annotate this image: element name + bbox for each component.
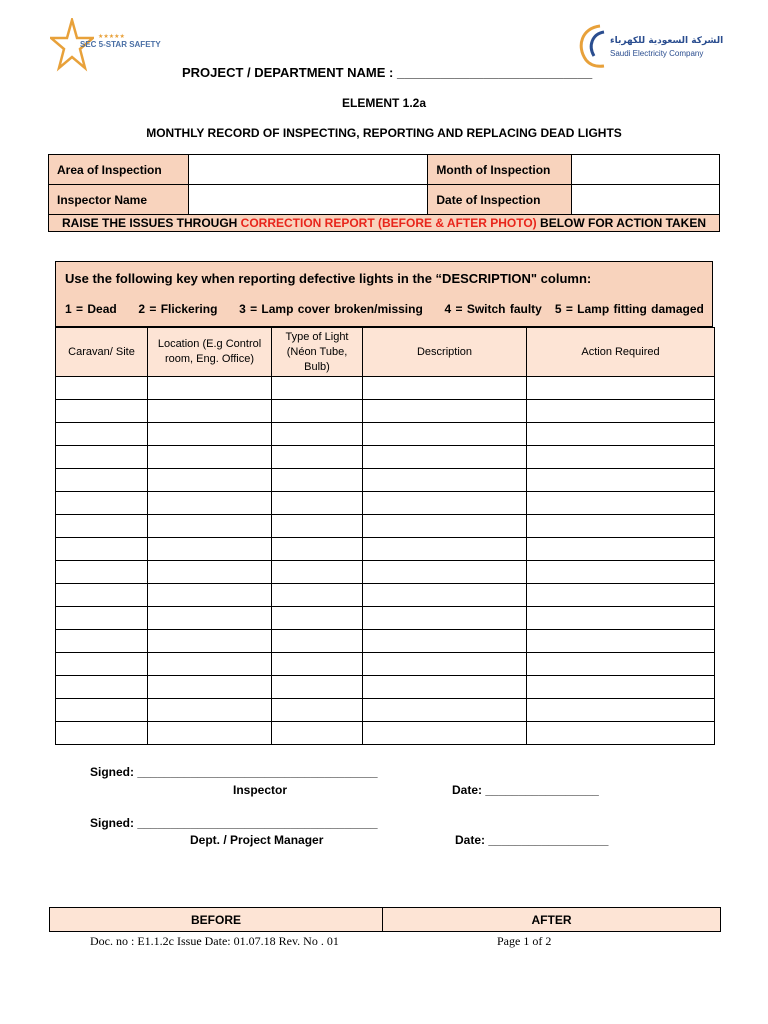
table-cell[interactable] bbox=[148, 492, 272, 515]
table-row bbox=[56, 630, 715, 653]
element-number: ELEMENT 1.2a bbox=[341, 96, 427, 110]
date-of-inspection-label: Date of Inspection bbox=[428, 185, 572, 215]
table-cell[interactable] bbox=[527, 400, 715, 423]
table-cell[interactable] bbox=[363, 400, 527, 423]
table-cell[interactable] bbox=[56, 515, 148, 538]
sec-emblem-icon bbox=[574, 22, 610, 68]
table-cell[interactable] bbox=[527, 630, 715, 653]
table-row bbox=[56, 377, 715, 400]
inspection-info-table bbox=[48, 154, 720, 232]
table-cell[interactable] bbox=[148, 653, 272, 676]
table-cell[interactable] bbox=[527, 699, 715, 722]
table-row bbox=[56, 653, 715, 676]
table-cell[interactable] bbox=[527, 676, 715, 699]
table-cell[interactable] bbox=[363, 538, 527, 561]
inspector-name-label: Inspector Name bbox=[49, 185, 189, 215]
table-cell[interactable] bbox=[527, 722, 715, 745]
table-cell[interactable] bbox=[272, 377, 363, 400]
table-cell[interactable] bbox=[148, 469, 272, 492]
table-cell[interactable] bbox=[148, 515, 272, 538]
table-cell[interactable] bbox=[272, 561, 363, 584]
inspector-date-line[interactable]: Date: _________________ bbox=[452, 783, 599, 797]
table-cell[interactable] bbox=[148, 607, 272, 630]
table-cell[interactable] bbox=[363, 423, 527, 446]
after-header: AFTER bbox=[383, 908, 721, 932]
table-cell[interactable] bbox=[148, 377, 272, 400]
table-cell[interactable] bbox=[272, 515, 363, 538]
defect-record-table bbox=[55, 327, 715, 745]
table-cell[interactable] bbox=[272, 446, 363, 469]
table-row bbox=[56, 676, 715, 699]
table-cell[interactable] bbox=[527, 469, 715, 492]
table-row bbox=[56, 561, 715, 584]
key-instructions: Use the following key when reporting defective lights in the “DESCRIPTION" column: bbox=[65, 271, 592, 286]
correction-report-text: CORRECTION REPORT (BEFORE & AFTER PHOTO) bbox=[240, 216, 537, 230]
area-of-inspection-field[interactable] bbox=[188, 155, 428, 185]
table-cell[interactable] bbox=[148, 630, 272, 653]
table-cell[interactable] bbox=[363, 515, 527, 538]
table-cell[interactable] bbox=[56, 630, 148, 653]
table-row bbox=[56, 423, 715, 446]
table-cell[interactable] bbox=[527, 515, 715, 538]
area-of-inspection-label: Area of Inspection bbox=[49, 155, 189, 185]
inspector-caption: Inspector bbox=[233, 783, 288, 797]
column-header-description: Description bbox=[363, 328, 527, 377]
table-cell[interactable] bbox=[272, 699, 363, 722]
table-cell[interactable] bbox=[148, 446, 272, 469]
table-row bbox=[56, 469, 715, 492]
table-cell[interactable] bbox=[56, 584, 148, 607]
saudi-electricity-logo bbox=[574, 22, 724, 68]
raise-text-post: BELOW FOR ACTION TAKEN bbox=[536, 216, 707, 230]
table-row bbox=[56, 607, 715, 630]
table-cell[interactable] bbox=[527, 561, 715, 584]
before-header: BEFORE bbox=[50, 908, 383, 932]
table-row bbox=[56, 722, 715, 745]
table-cell[interactable] bbox=[363, 676, 527, 699]
table-cell[interactable] bbox=[148, 722, 272, 745]
table-cell[interactable] bbox=[56, 699, 148, 722]
table-cell[interactable] bbox=[363, 377, 527, 400]
table-cell[interactable] bbox=[272, 584, 363, 607]
table-cell[interactable] bbox=[56, 722, 148, 745]
table-cell[interactable] bbox=[56, 469, 148, 492]
table-cell[interactable] bbox=[56, 561, 148, 584]
table-cell[interactable] bbox=[56, 423, 148, 446]
manager-date-line[interactable]: Date: __________________ bbox=[455, 833, 609, 847]
key-codes: 1 = Dead 2 = Flickering 3 = Lamp cover broken/missing 4 = Switch faulty 5 = Lamp fitting damaged bbox=[65, 302, 704, 316]
defect-key-box bbox=[55, 261, 713, 327]
manager-signature-line[interactable]: Signed: ____________________________________ bbox=[90, 816, 378, 830]
table-row bbox=[56, 584, 715, 607]
table-cell[interactable] bbox=[148, 561, 272, 584]
table-cell[interactable] bbox=[56, 377, 148, 400]
table-cell[interactable] bbox=[363, 561, 527, 584]
sec-5-star-safety-logo bbox=[50, 18, 161, 74]
table-cell[interactable] bbox=[363, 492, 527, 515]
table-cell[interactable] bbox=[148, 584, 272, 607]
table-cell[interactable] bbox=[56, 607, 148, 630]
table-row bbox=[56, 492, 715, 515]
table-cell[interactable] bbox=[363, 607, 527, 630]
raise-issues-banner bbox=[49, 215, 720, 232]
table-cell[interactable] bbox=[148, 676, 272, 699]
table-cell[interactable] bbox=[363, 722, 527, 745]
page-number: Page 1 of 2 bbox=[497, 934, 552, 948]
inspector-name-field[interactable] bbox=[188, 185, 428, 215]
table-cell[interactable] bbox=[527, 584, 715, 607]
table-cell[interactable] bbox=[272, 469, 363, 492]
table-cell[interactable] bbox=[56, 653, 148, 676]
inspector-signature-line[interactable]: Signed: ____________________________________ bbox=[90, 765, 378, 779]
form-title: MONTHLY RECORD OF INSPECTING, REPORTING AND REPLACING DEAD LIGHTS bbox=[146, 126, 622, 140]
column-header-location: Location (E.g Control room, Eng. Office) bbox=[148, 328, 272, 377]
table-cell[interactable] bbox=[148, 699, 272, 722]
table-cell[interactable] bbox=[272, 492, 363, 515]
table-cell[interactable] bbox=[527, 538, 715, 561]
document-number: Doc. no : E1.1.2c Issue Date: 01.07.18 Rev. No . 01 bbox=[90, 934, 339, 948]
table-cell[interactable] bbox=[56, 400, 148, 423]
table-cell[interactable] bbox=[148, 538, 272, 561]
table-cell[interactable] bbox=[148, 400, 272, 423]
table-cell[interactable] bbox=[272, 722, 363, 745]
table-cell[interactable] bbox=[527, 607, 715, 630]
table-cell[interactable] bbox=[272, 607, 363, 630]
table-cell[interactable] bbox=[272, 653, 363, 676]
table-row bbox=[56, 400, 715, 423]
table-cell[interactable] bbox=[363, 446, 527, 469]
table-cell[interactable] bbox=[56, 492, 148, 515]
table-row bbox=[56, 446, 715, 469]
table-cell[interactable] bbox=[527, 492, 715, 515]
column-header-caravan-site: Caravan/ Site bbox=[56, 328, 148, 377]
month-of-inspection-label: Month of Inspection bbox=[428, 155, 572, 185]
before-after-table bbox=[49, 907, 721, 932]
table-body bbox=[56, 377, 715, 745]
table-cell[interactable] bbox=[56, 446, 148, 469]
company-name-arabic: الشركة السعودية للكهرباء bbox=[610, 36, 724, 46]
table-cell[interactable] bbox=[272, 538, 363, 561]
table-row bbox=[56, 538, 715, 561]
column-header-type-of-light: Type of Light (Néon Tube, Bulb) bbox=[272, 328, 363, 377]
date-of-inspection-field[interactable] bbox=[572, 185, 720, 215]
table-cell[interactable] bbox=[527, 423, 715, 446]
table-row bbox=[56, 699, 715, 722]
table-cell[interactable] bbox=[527, 377, 715, 400]
table-cell[interactable] bbox=[527, 446, 715, 469]
table-cell[interactable] bbox=[272, 423, 363, 446]
company-name-english: Saudi Electricity Company bbox=[610, 49, 704, 58]
table-cell[interactable] bbox=[272, 676, 363, 699]
table-cell[interactable] bbox=[363, 630, 527, 653]
table-row bbox=[56, 515, 715, 538]
table-cell[interactable] bbox=[363, 584, 527, 607]
raise-text-pre: RAISE THE ISSUES THROUGH bbox=[61, 216, 241, 230]
table-cell[interactable] bbox=[148, 423, 272, 446]
column-header-action-required: Action Required bbox=[527, 328, 715, 377]
table-cell[interactable] bbox=[272, 400, 363, 423]
month-of-inspection-field[interactable] bbox=[572, 155, 720, 185]
logo-text: SEC 5-STAR SAFETY bbox=[80, 40, 161, 49]
project-name-line: PROJECT / DEPARTMENT NAME : ___________________________ bbox=[182, 65, 593, 80]
table-cell[interactable] bbox=[56, 538, 148, 561]
table-cell[interactable] bbox=[56, 676, 148, 699]
table-cell[interactable] bbox=[363, 653, 527, 676]
table-cell[interactable] bbox=[527, 653, 715, 676]
table-cell[interactable] bbox=[363, 699, 527, 722]
table-cell[interactable] bbox=[363, 469, 527, 492]
manager-caption: Dept. / Project Manager bbox=[190, 833, 324, 847]
rating-stars: ★★★★★ bbox=[98, 34, 125, 40]
table-cell[interactable] bbox=[272, 630, 363, 653]
